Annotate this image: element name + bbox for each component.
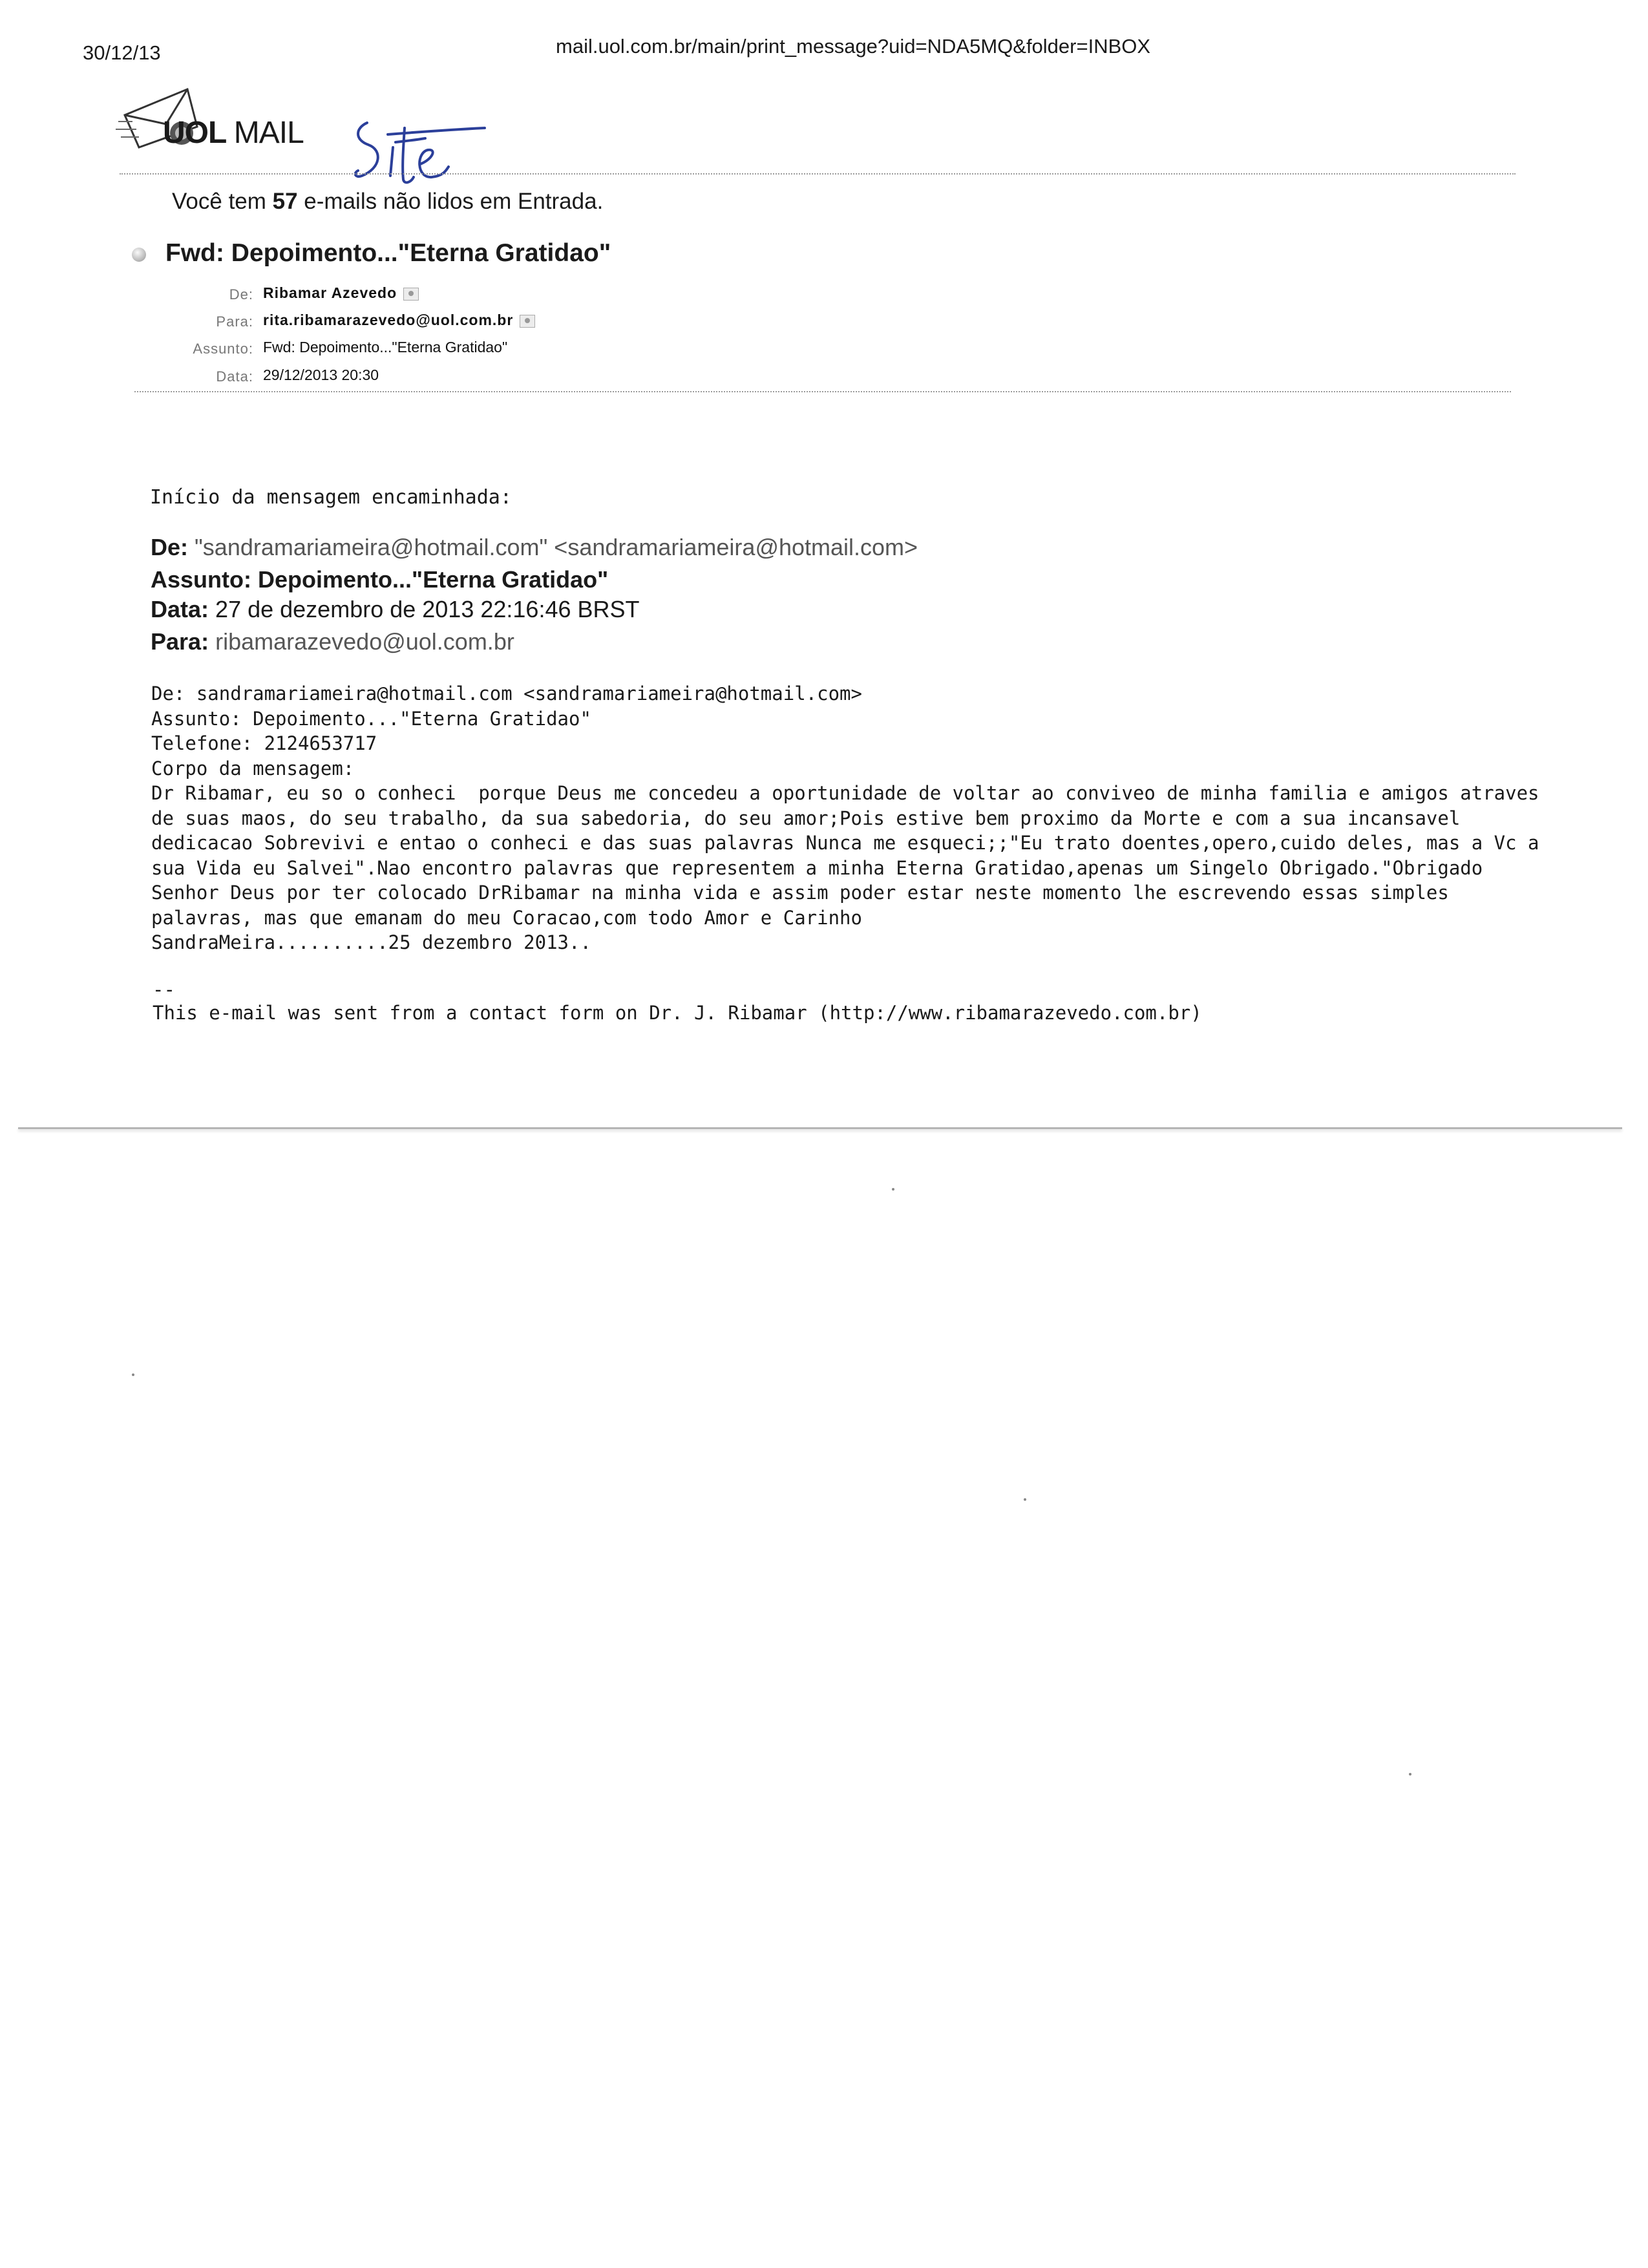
body-line: Corpo da mensagem: [151, 757, 355, 779]
unread-count: 57 [272, 189, 298, 214]
body-line: Senhor Deus por ter colocado DrRibamar na minha vida e assim poder estar neste momento lhe escrevendo essas simples [151, 882, 1449, 904]
body-line: sua Vida eu Salvei".Nao encontro palavras que representem a minha Eterna Gratidao,apenas um Singelo Obrigado."Obrigado [151, 856, 1483, 879]
fwd-label-date: Data: [151, 596, 209, 622]
body-line: Telefone: 2124653717 [151, 732, 377, 754]
body-line: SandraMeira..........25 dezembro 2013.. [151, 931, 591, 953]
header-value-from[interactable] [263, 284, 419, 302]
scan-speck [1024, 1498, 1026, 1501]
contact-form-footer: This e-mail was sent from a contact form on Dr. J. Ribamar (http://www.ribamarazevedo.com.br) [153, 1002, 1202, 1024]
fwd-label-to: Para: [151, 628, 209, 655]
handwritten-site-note [349, 109, 491, 199]
logo-product: MAIL [233, 116, 304, 150]
logo-wordmark [163, 115, 304, 151]
body-line: Dr Ribamar, eu so o conheci porque Deus me concedeu a oportunidade de voltar ao conviveo de minha familia e amigos atraves [151, 782, 1539, 804]
unread-notice [172, 189, 603, 215]
divider-top [120, 173, 1516, 175]
contact-card-icon[interactable] [403, 288, 419, 301]
fwd-value-from: "sandramariameira@hotmail.com" <sandramariameira@hotmail.com> [195, 534, 918, 560]
body-line: De: sandramariameira@hotmail.com <sandramariameira@hotmail.com> [151, 683, 862, 705]
print-url: mail.uol.com.br/main/print_message?uid=NDA5MQ&folder=INBOX [556, 35, 1151, 58]
fwd-value-subject: Depoimento..."Eterna Gratidao" [258, 566, 609, 593]
fwd-label-subject: Assunto: [151, 566, 251, 593]
body-line: palavras, mas que emanam do meu Coracao,com todo Amor e Carinho [151, 906, 862, 929]
body-line: dedicacao Sobrevivi e entao o conheci e das suas palavras Nunca me esqueci;;"Eu trato doentes,opero,cuido deles, mas a Vc a [151, 832, 1539, 854]
forwarded-to [151, 628, 514, 655]
unread-suffix: e-mails não lidos em Entrada. [297, 189, 604, 214]
header-value-to[interactable] [263, 312, 535, 329]
scan-speck [132, 1373, 134, 1376]
fwd-label-from: De: [151, 534, 189, 560]
header-label-date: Data: [216, 368, 253, 385]
print-date: 30/12/13 [83, 41, 161, 64]
signature-separator: -- [153, 979, 175, 1001]
scan-speck [1409, 1773, 1411, 1775]
forwarded-from [151, 534, 918, 561]
divider-header [134, 391, 1511, 392]
forwarded-subject [151, 566, 608, 593]
header-label-from: De: [229, 286, 253, 302]
forwarded-intro: Início da mensagem encaminhada: [150, 486, 512, 509]
message-bullet-icon [132, 248, 146, 262]
header-label-to: Para: [216, 313, 253, 330]
fwd-value-date: 27 de dezembro de 2013 22:16:46 BRST [215, 596, 640, 622]
message-body [151, 681, 1539, 955]
message-title: Fwd: Depoimento..."Eterna Gratidao" [165, 239, 611, 267]
header-label-subject: Assunto: [193, 341, 253, 357]
to-address: rita.ribamarazevedo@uol.com.br [263, 312, 514, 328]
forwarded-date [151, 596, 640, 623]
header-value-subject: Fwd: Depoimento..."Eterna Gratidao" [263, 339, 508, 355]
from-name: Ribamar Azevedo [263, 284, 397, 301]
body-line: Assunto: Depoimento..."Eterna Gratidao" [151, 707, 591, 730]
contact-card-icon[interactable] [520, 315, 535, 328]
unread-prefix: Você tem [172, 189, 273, 214]
header-value-date: 29/12/2013 20:30 [263, 366, 379, 383]
logo-brand: UOL [163, 116, 226, 150]
scan-speck [892, 1188, 894, 1191]
page-bottom-edge [18, 1127, 1622, 1129]
body-line: de suas maos, do seu trabalho, da sua sabedoria, do seu amor;Pois estive bem proximo da Morte e com a sua incansavel [151, 807, 1461, 829]
fwd-value-to: ribamarazevedo@uol.com.br [215, 628, 514, 655]
